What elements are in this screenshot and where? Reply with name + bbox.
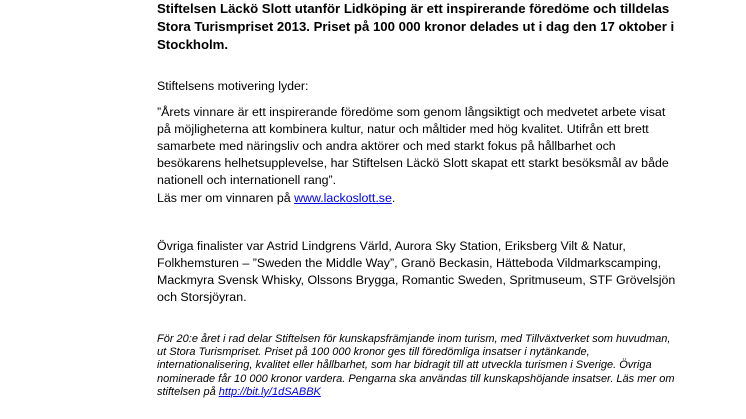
motivation-intro: Stiftelsens motivering lyder: <box>157 79 309 93</box>
footnote-text: För 20:e året i rad delar Stiftelsen för kunskapsfrämjande inom turism, med Tillväxtverket som huvudman, ut Stora Turismpriset. Priset på 100 000 kronor ges till föredömliga insatser i nytänkande, internationalisering, kvalitet eller hållbarhet, som har bidragit till att utveckla turismen i Sverige. Övriga nominerade får 10 000 kronor vardera. Pengarna ska användas till kunskapshöjande insatser. Läs mer om stiftelsen på <box>157 333 675 398</box>
lead-paragraph: Stiftelsen Läckö Slott utanför Lidköping är ett inspirerande föredöme och tilldelas Stora Turismpriset 2013. Priset på 100 000 kronor delades ut i dag den 17 oktober i Stockholm. <box>157 1 675 52</box>
read-more-suffix: . <box>391 191 396 205</box>
read-more-paragraph <box>157 190 677 207</box>
winner-website-link[interactable]: www.lackoslott.se <box>294 191 392 205</box>
footnote <box>157 333 677 399</box>
read-more-prefix: Läs mer om vinnaren på <box>157 191 295 205</box>
foundation-link[interactable]: http://bit.ly/1dSABBK <box>218 385 321 398</box>
motivation-quote: ”Årets vinnare är ett inspirerande föredöme som genom långsiktigt och medvetet arbete visat på möjligheterna att kombinera kultur, natur och måltider med hög kvalitet. Utifrån ett brett samarbete med näringsliv och andra aktörer och med starkt fokus på hållbarhet och besökarens helhetsupplevelse, har Stiftelsen Läckö Slott skapat ett starkt besöksmål av både nationell och internationell rang”. <box>157 105 669 187</box>
finalists-paragraph: Övriga finalister var Astrid Lindgrens Värld, Aurora Sky Station, Eriksberg Vilt & Natur, Folkhemsturen – ”Sweden the Middle Way”, Granö Beckasin, Hätteboda Vildmarkscamping, Mackmyra Svensk Whisky, Olssons Brygga, Romantic Sweden, Spritmuseum, STF Grövelsjön och Storsjöyran. <box>157 239 676 304</box>
